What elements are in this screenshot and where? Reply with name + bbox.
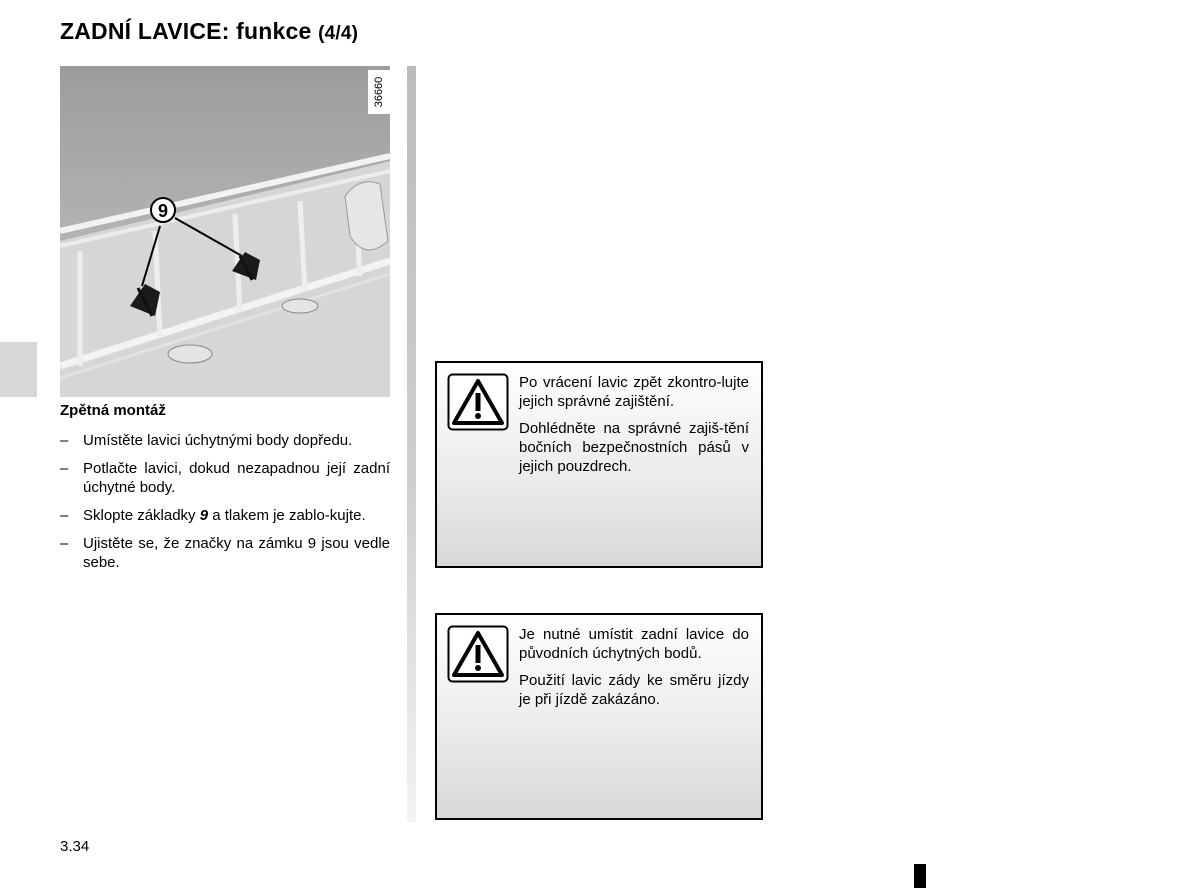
list-item: – Umístěte lavici úchytnými body dopředu. — [60, 431, 390, 450]
warning-paragraph: Je nutné umístit zadní lavice do původních úchytných bodů. — [519, 626, 749, 662]
callout-label: 9 — [157, 201, 169, 221]
instructions — [60, 401, 390, 581]
edge-marker — [914, 864, 926, 888]
list-item: – Ujistěte se, že značky na zámku 9 jsou vedle sebe. — [60, 534, 390, 572]
page-title — [60, 18, 358, 45]
list-item: – Potlačte lavici, dokud nezapadnou její zadní úchytné body. — [60, 459, 390, 497]
column-divider — [407, 66, 416, 822]
page-title-suffix: (4/4) — [318, 23, 359, 44]
figure-code-text: 36660 — [373, 76, 385, 108]
list-item-ref: 9 — [199, 507, 209, 524]
section-heading: Zpětná montáž — [60, 402, 166, 419]
page-number: 3.34 — [60, 838, 90, 855]
warning-paragraph-text: Dohlédněte na správné zajiš-tění bočních bezpečnostních pásů v jejich pouzdrech. — [519, 420, 749, 475]
list-item-text: Sklopte základky — [83, 507, 200, 524]
warning-paragraph — [519, 419, 749, 476]
warning-box — [435, 361, 763, 568]
figure-code — [368, 70, 390, 114]
list-item — [60, 506, 390, 525]
steps-list — [60, 431, 390, 572]
warning-text — [449, 373, 749, 476]
warning-box — [435, 613, 763, 820]
warning-text — [449, 625, 749, 717]
warning-paragraph: Po vrácení lavic zpět zkontro-lujte jejich správné zajištění. — [519, 374, 749, 410]
chapter-tab — [0, 342, 37, 397]
list-item-text: a tlakem je zablo-kujte. — [208, 507, 366, 524]
bench-illustration — [60, 66, 390, 397]
page-title-text: ZADNÍ LAVICE: funkce — [60, 18, 312, 44]
warning-paragraph: Použití lavic zády ke směru jízdy je při jízdě zakázáno. — [519, 672, 749, 708]
